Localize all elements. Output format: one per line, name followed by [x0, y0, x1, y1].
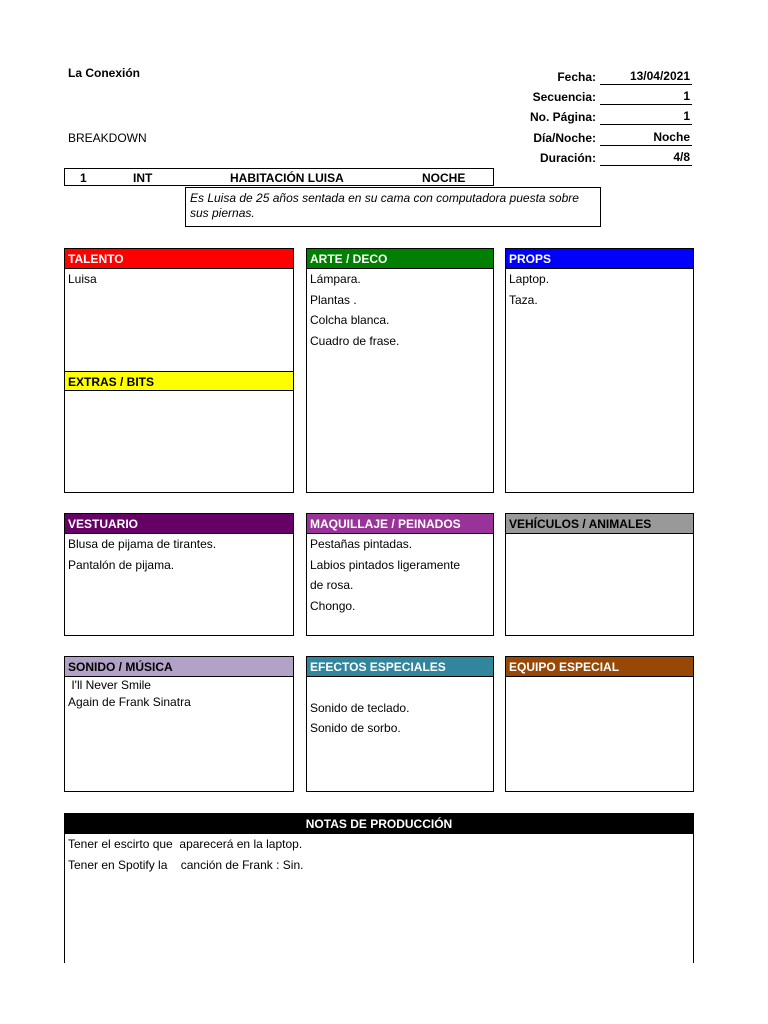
vestuario-box	[64, 513, 294, 636]
maquillaje-item: Pestañas pintadas.	[310, 537, 413, 551]
props-box	[505, 248, 694, 493]
arte-item: Lámpara.	[310, 272, 361, 286]
vestuario-item: Blusa de pijama de tirantes.	[68, 537, 217, 551]
meta-label-fecha: Fecha:	[557, 70, 596, 84]
arte-item: Colcha blanca.	[310, 313, 390, 327]
meta-label-dia-noche: Día/Noche:	[533, 131, 596, 145]
props-header: PROPS	[506, 249, 693, 269]
sonido-item: Again de Frank Sinatra	[68, 695, 191, 709]
sonido-box	[64, 656, 294, 792]
meta-value-pagina: 1	[600, 109, 692, 125]
notas-item: Tener en Spotify la canción de Frank : Sin.	[68, 857, 304, 872]
vestuario-item: Pantalón de pijama.	[68, 557, 175, 572]
arte-item: Plantas .	[310, 292, 357, 307]
efectos-item	[307, 677, 493, 698]
maquillaje-box	[306, 513, 494, 636]
maquillaje-header: MAQUILLAJE / PEINADOS	[307, 514, 493, 534]
extras-header: EXTRAS / BITS	[65, 371, 293, 391]
vestuario-header: VESTUARIO	[65, 514, 293, 534]
sonido-header: SONIDO / MÚSICA	[65, 657, 293, 677]
props-item: Taza.	[509, 292, 538, 307]
scene-int-ext: INT	[133, 171, 153, 185]
efectos-header: EFECTOS ESPECIALES	[307, 657, 493, 677]
document-subtitle: BREAKDOWN	[68, 131, 147, 145]
efectos-item: Sonido de sorbo.	[310, 721, 401, 735]
vehiculos-header: VEHÍCULOS / ANIMALES	[506, 514, 693, 534]
vehiculos-box	[505, 513, 694, 636]
talento-header: TALENTO	[65, 249, 293, 269]
arte-header: ARTE / DECO	[307, 249, 493, 269]
meta-value-dia-noche: Noche	[600, 130, 692, 146]
meta-label-pagina: No. Página:	[529, 110, 596, 124]
notas-box	[64, 813, 694, 963]
efectos-box	[306, 656, 494, 792]
sonido-item: I'll Never Smile	[68, 678, 151, 692]
notas-item: Tener el escirto que aparecerá en la laptop.	[68, 837, 303, 851]
equipo-box	[505, 656, 694, 792]
meta-value-secuencia: 1	[600, 89, 692, 105]
scene-number: 1	[80, 171, 87, 185]
scene-heading	[64, 168, 494, 186]
document-title: La Conexión	[68, 66, 141, 80]
equipo-header: EQUIPO ESPECIAL	[506, 657, 693, 677]
notas-header: NOTAS DE PRODUCCIÓN	[65, 814, 693, 834]
maquillaje-item: de rosa.	[310, 578, 354, 592]
arte-item: Cuadro de frase.	[310, 333, 400, 348]
talento-box	[64, 248, 294, 493]
talento-item: Luisa	[68, 272, 97, 286]
maquillaje-item: Chongo.	[310, 598, 356, 613]
meta-label-secuencia: Secuencia:	[532, 90, 596, 104]
props-item: Laptop.	[509, 272, 550, 286]
scene-time: NOCHE	[422, 171, 466, 185]
meta-value-duracion: 4/8	[600, 150, 692, 166]
maquillaje-item: Labios pintados ligeramente	[310, 557, 461, 572]
meta-label-duracion: Duración:	[539, 151, 596, 165]
efectos-item: Sonido de teclado.	[310, 700, 410, 715]
arte-box	[306, 248, 494, 493]
scene-description: Es Luisa de 25 años sentada en su cama con computadora puesta sobre sus piernas.	[185, 187, 601, 227]
meta-value-fecha: 13/04/2021	[600, 69, 692, 85]
scene-location: HABITACIÓN LUISA	[230, 171, 344, 185]
